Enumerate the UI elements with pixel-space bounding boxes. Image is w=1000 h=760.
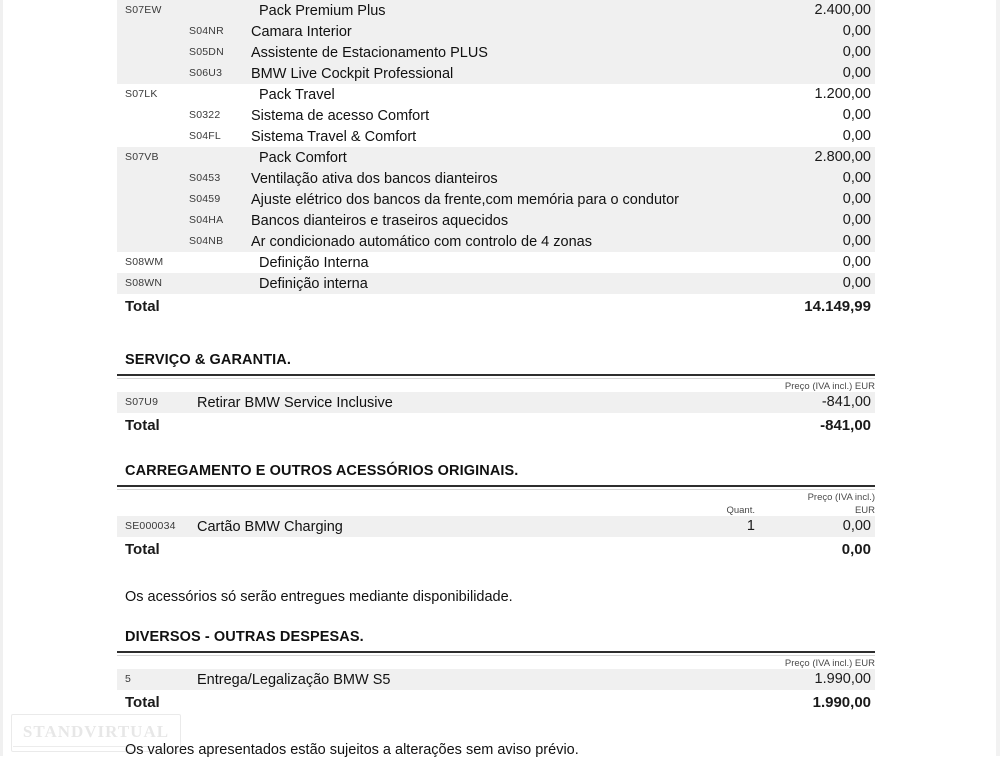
item-price: 1.990,00 [763,669,875,690]
item-code: S07VB [117,147,189,168]
misc-note: Os valores apresentados estão sujeitos a alterações sem aviso prévio. [125,742,579,758]
table-row [117,0,875,21]
table-header-row [117,503,875,516]
item-description: Ventilação ativa dos bancos dianteiros [251,168,763,189]
spacer-cell [117,503,189,516]
item-subcode [189,147,251,168]
item-subcode: S0459 [189,189,251,210]
item-code: 5 [117,669,189,690]
item-description: Sistema Travel & Comfort [251,126,763,147]
item-code [117,168,189,189]
spacer-cell [117,490,189,503]
table-row [117,231,875,252]
item-code [117,21,189,42]
item-price: 0,00 [763,189,875,210]
item-price: 0,00 [763,126,875,147]
table-row [117,690,875,718]
item-subcode: S04NR [189,21,251,42]
item-code: S08WM [117,252,189,273]
item-description: Ar condicionado automático com controlo de 4 zonas [251,231,763,252]
item-price: 0,00 [763,231,875,252]
price-column-header: Preço (IVA incl.) EUR [784,658,875,669]
table-row [117,516,875,537]
item-subcode: S04FL [189,126,251,147]
accessories-note: Os acessórios só serão entregues mediante disponibilidade. [125,589,513,605]
service-table [117,379,875,441]
accessories-header [117,490,875,516]
item-description: Pack Travel [251,84,763,105]
item-code [117,210,189,231]
table-row [117,21,875,42]
spacer-cell [117,379,189,392]
table-row [117,42,875,63]
item-code [117,105,189,126]
item-price: 0,00 [763,168,875,189]
item-description: Sistema de acesso Comfort [251,105,763,126]
item-code: S07EW [117,0,189,21]
table-row [117,669,875,690]
misc-rows [117,669,875,690]
table-row [117,147,875,168]
spacer [117,607,875,629]
item-code: SE000034 [117,516,189,537]
item-code: S08WN [117,273,189,294]
item-description: Assistente de Estacionamento PLUS [251,42,763,63]
item-subcode [189,0,251,21]
item-price: 0,00 [763,63,875,84]
item-price: 1.200,00 [763,84,875,105]
item-subcode: S0453 [189,168,251,189]
item-description: Definição Interna [251,252,763,273]
service-rows [117,392,875,413]
spacer-cell [117,656,189,669]
table-row [117,105,875,126]
item-description: Ajuste elétrico dos bancos da frente,com memória para o condutor [251,189,763,210]
table-header-row [117,490,875,503]
table-row [117,84,875,105]
item-subcode: S06U3 [189,63,251,84]
spacer-cell [189,379,763,392]
spacer-cell [189,656,763,669]
price-column-header: Preço (IVA incl.) EUR [784,381,875,392]
item-price: 0,00 [763,21,875,42]
misc-table [117,656,875,718]
total-value: -841,00 [763,413,875,441]
spacer [117,565,875,587]
table-row [117,537,875,565]
spacer [117,441,875,463]
item-code [117,189,189,210]
table-header-row [117,656,875,669]
item-code [117,42,189,63]
item-description: Retirar BMW Service Inclusive [189,392,763,413]
item-description: Definição interna [251,273,763,294]
price-column-header-line1: Preço (IVA incl.) [807,492,875,503]
equipment-table [117,0,875,322]
table-row [117,168,875,189]
item-code [117,231,189,252]
total-label: Total [117,690,763,718]
item-subcode [189,252,251,273]
accessories-rows [117,516,875,537]
total-value: 1.990,00 [763,690,875,718]
item-subcode [189,273,251,294]
item-code [117,126,189,147]
item-price: -841,00 [763,392,875,413]
section-rule [117,485,875,487]
item-code [117,63,189,84]
item-price: 0,00 [763,42,875,63]
item-code: S07U9 [117,392,189,413]
spacer-cell [189,503,685,516]
accessories-total [117,537,875,565]
item-description: BMW Live Cockpit Professional [251,63,763,84]
total-label: Total [117,537,763,565]
misc-total [117,690,875,718]
item-price: 0,00 [763,252,875,273]
item-description: Camara Interior [251,21,763,42]
spacer-cell [685,490,763,503]
table-row [117,210,875,231]
price-column-header-line2: EUR [854,505,875,516]
table-row [117,189,875,210]
item-price: 0,00 [763,516,875,537]
total-label: Total [117,413,763,441]
section-title-service: SERVIÇO & GARANTIA. [125,352,291,368]
spacer [117,718,875,740]
watermark-text: STANDVIRTUAL [22,722,170,741]
item-price: 2.400,00 [763,0,875,21]
section-rule [117,651,875,653]
section-title-misc: DIVERSOS - OUTRAS DESPESAS. [125,629,364,645]
table-row [117,294,875,322]
item-price: 0,00 [763,273,875,294]
item-price: 0,00 [763,105,875,126]
item-subcode [189,84,251,105]
equipment-rows [117,0,875,294]
table-row [117,63,875,84]
table-header-row [117,379,875,392]
item-subcode: S05DN [189,42,251,63]
item-description: Entrega/Legalização BMW S5 [189,669,763,690]
equipment-total [117,294,875,322]
item-subcode: S04HA [189,210,251,231]
total-value: 14.149,99 [763,294,875,322]
service-total [117,413,875,441]
item-description: Pack Comfort [251,147,763,168]
item-price: 0,00 [763,210,875,231]
item-description: Pack Premium Plus [251,0,763,21]
item-description: Cartão BMW Charging [189,516,685,537]
accessories-table [117,490,875,565]
table-row [117,413,875,441]
section-rule [117,374,875,376]
section-title-accessories: CARREGAMENTO E OUTROS ACESSÓRIOS ORIGINAIS. [125,463,519,479]
service-header [117,379,875,392]
table-row [117,392,875,413]
item-subcode: S0322 [189,105,251,126]
item-subcode: S04NB [189,231,251,252]
total-value: 0,00 [763,537,875,565]
table-row [117,126,875,147]
table-row [117,252,875,273]
misc-header [117,656,875,669]
table-row [117,273,875,294]
item-price: 2.800,00 [763,147,875,168]
item-description: Bancos dianteiros e traseiros aquecidos [251,210,763,231]
quote-sheet [117,0,875,760]
spacer [117,322,875,352]
item-code: S07LK [117,84,189,105]
qty-column-header: Quant. [726,505,755,516]
spacer-cell [189,490,685,503]
total-label: Total [117,294,763,322]
item-quantity: 1 [685,516,763,537]
